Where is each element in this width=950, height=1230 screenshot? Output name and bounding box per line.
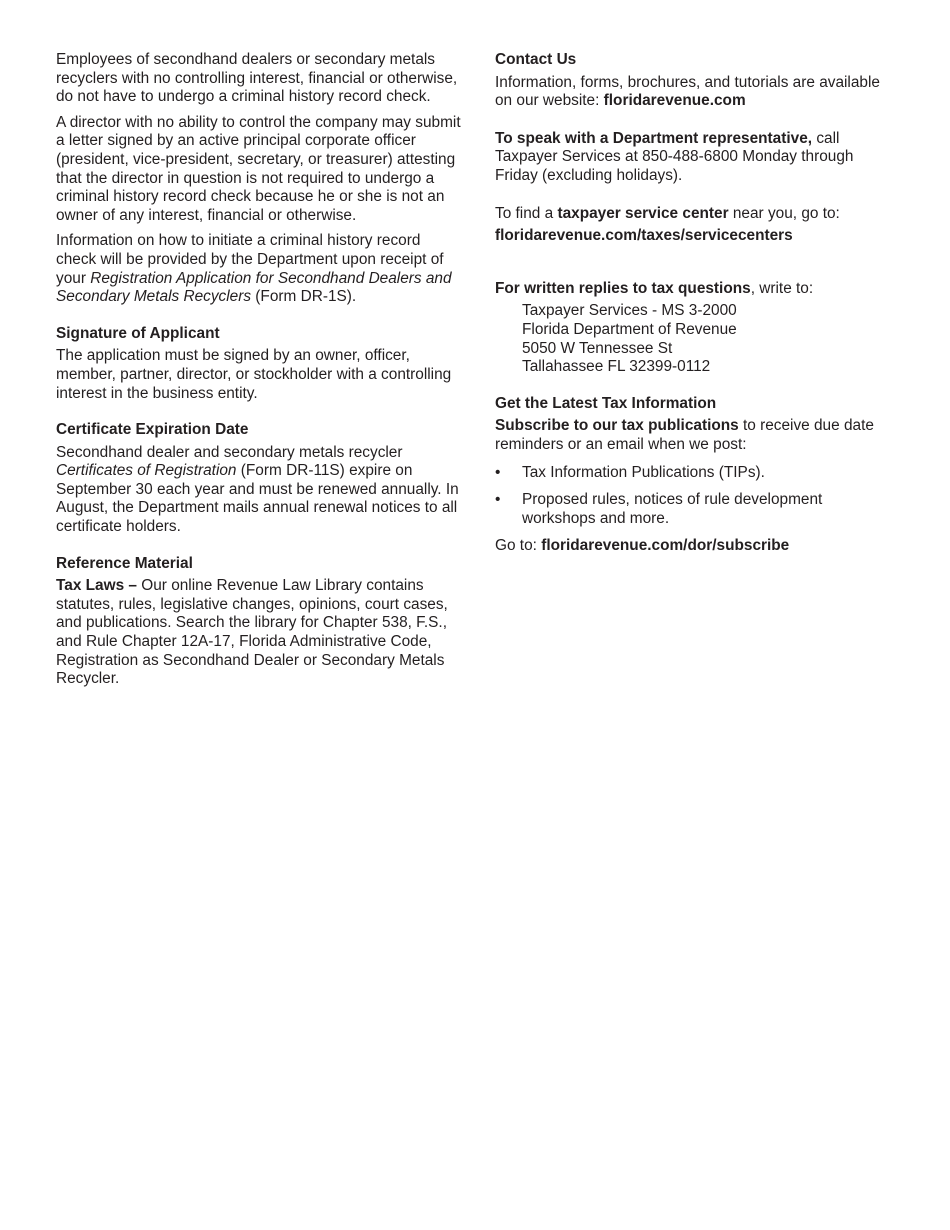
bullet-icon: • bbox=[495, 491, 501, 509]
subscribe-goto bbox=[495, 537, 895, 556]
reference-section bbox=[56, 555, 461, 689]
written-replies-text bbox=[495, 280, 895, 299]
latest-info-section bbox=[495, 395, 895, 556]
subscribe-label: Subscribe to our tax publications bbox=[495, 417, 739, 435]
list-item-text: Tax Information Publications (TIPs). bbox=[522, 463, 765, 481]
left-column bbox=[56, 51, 461, 689]
criminal-check-text: Information on how to initiate a criminal history record check will be provided by the Department upon receipt of your bbox=[56, 232, 444, 287]
signature-heading: Signature of Applicant bbox=[56, 324, 220, 342]
criminal-check-form: (Form DR-1S). bbox=[251, 288, 357, 306]
reference-heading: Reference Material bbox=[56, 554, 193, 572]
latest-info-heading: Get the Latest Tax Information bbox=[495, 394, 717, 412]
address-line: Tallahassee FL 32399-0112 bbox=[522, 358, 711, 376]
contact-text: Information, forms, brochures, and tutorials are available on our website: bbox=[495, 73, 880, 110]
tax-laws-label: Tax Laws – bbox=[56, 577, 137, 595]
contact-heading: Contact Us bbox=[495, 51, 577, 68]
expiration-section bbox=[56, 421, 461, 537]
subscribe-text: to receive due date reminders or an email when we post: bbox=[495, 417, 874, 453]
expiration-text: Secondhand dealer and secondary metals recycler bbox=[56, 443, 403, 461]
contact-body bbox=[495, 74, 895, 111]
service-center-text bbox=[495, 205, 895, 224]
expiration-body bbox=[56, 444, 461, 537]
contact-section bbox=[495, 51, 895, 111]
employees-paragraph: Employees of secondhand dealers or secondary metals recyclers with no controlling interest, financial or otherwise, do not have to undergo a criminal history record check. bbox=[56, 51, 458, 106]
signature-body: The application must be signed by an owner, officer, member, partner, director, or stockholder with a controlling interest in the business entity. bbox=[56, 347, 452, 402]
list-item bbox=[495, 491, 895, 528]
address-line: Taxpayer Services - MS 3-2000 bbox=[522, 302, 737, 320]
service-center-label: taxpayer service center bbox=[557, 204, 729, 222]
service-center-section bbox=[495, 205, 895, 246]
goto-label: Go to: bbox=[495, 537, 542, 555]
publications-list bbox=[495, 464, 895, 529]
director-paragraph: A director with no ability to control the company may submit a letter signed by an active principal corporate officer (president, vice-president, secretary, or treasurer) attesting that the director in question is not required to undergo a criminal history record check because he or she is not an owner of any interest, financial or otherwise. bbox=[56, 113, 461, 224]
address-line: Florida Department of Revenue bbox=[522, 320, 737, 338]
mailing-address bbox=[495, 302, 895, 376]
written-replies-section bbox=[495, 280, 895, 377]
list-item bbox=[495, 464, 895, 483]
list-item-text: Proposed rules, notices of rule development workshops and more. bbox=[522, 491, 823, 527]
certificates-title: Certificates of Registration bbox=[56, 462, 237, 480]
criminal-check-paragraph bbox=[56, 232, 461, 306]
website-link[interactable]: floridarevenue.com bbox=[603, 92, 746, 110]
expiration-text-rest: (Form DR-11S) expire on September 30 each year and must be renewed annually. In August, the Department mails annual renewal notices to all certificate holders. bbox=[56, 462, 459, 536]
written-replies-suffix: , write to: bbox=[750, 279, 814, 297]
service-center-prefix: To find a bbox=[495, 204, 558, 222]
bullet-icon: • bbox=[495, 463, 501, 481]
right-column bbox=[495, 51, 895, 556]
registration-application-title: Registration Application for Secondhand Dealers and Secondary Metals Recyclers bbox=[56, 269, 452, 306]
representative-text: call Taxpayer Services at 850-488-6800 Monday through Friday (excluding holidays). bbox=[495, 129, 854, 184]
written-replies-label: For written replies to tax questions bbox=[495, 279, 751, 297]
subscribe-link[interactable]: floridarevenue.com/dor/subscribe bbox=[541, 537, 790, 555]
reference-text: Our online Revenue Law Library contains statutes, rules, legislative changes, opinions, court cases, and publications. Search the library for Chapter 538, F.S., and Rule Chapter 12A-17, Florida Administrative Code, Registration as Secondhand Dealer or Secondary Metals Recycler. bbox=[56, 577, 448, 688]
subscribe-paragraph bbox=[495, 417, 895, 454]
expiration-heading: Certificate Expiration Date bbox=[56, 421, 249, 439]
representative-label: To speak with a Department representative, bbox=[495, 129, 813, 147]
representative-paragraph bbox=[495, 130, 895, 186]
service-center-suffix: near you, go to: bbox=[728, 204, 840, 222]
service-center-link[interactable]: floridarevenue.com/taxes/servicecenters bbox=[495, 227, 793, 245]
reference-body bbox=[56, 577, 461, 689]
signature-section bbox=[56, 325, 461, 403]
address-line: 5050 W Tennessee St bbox=[522, 339, 673, 357]
